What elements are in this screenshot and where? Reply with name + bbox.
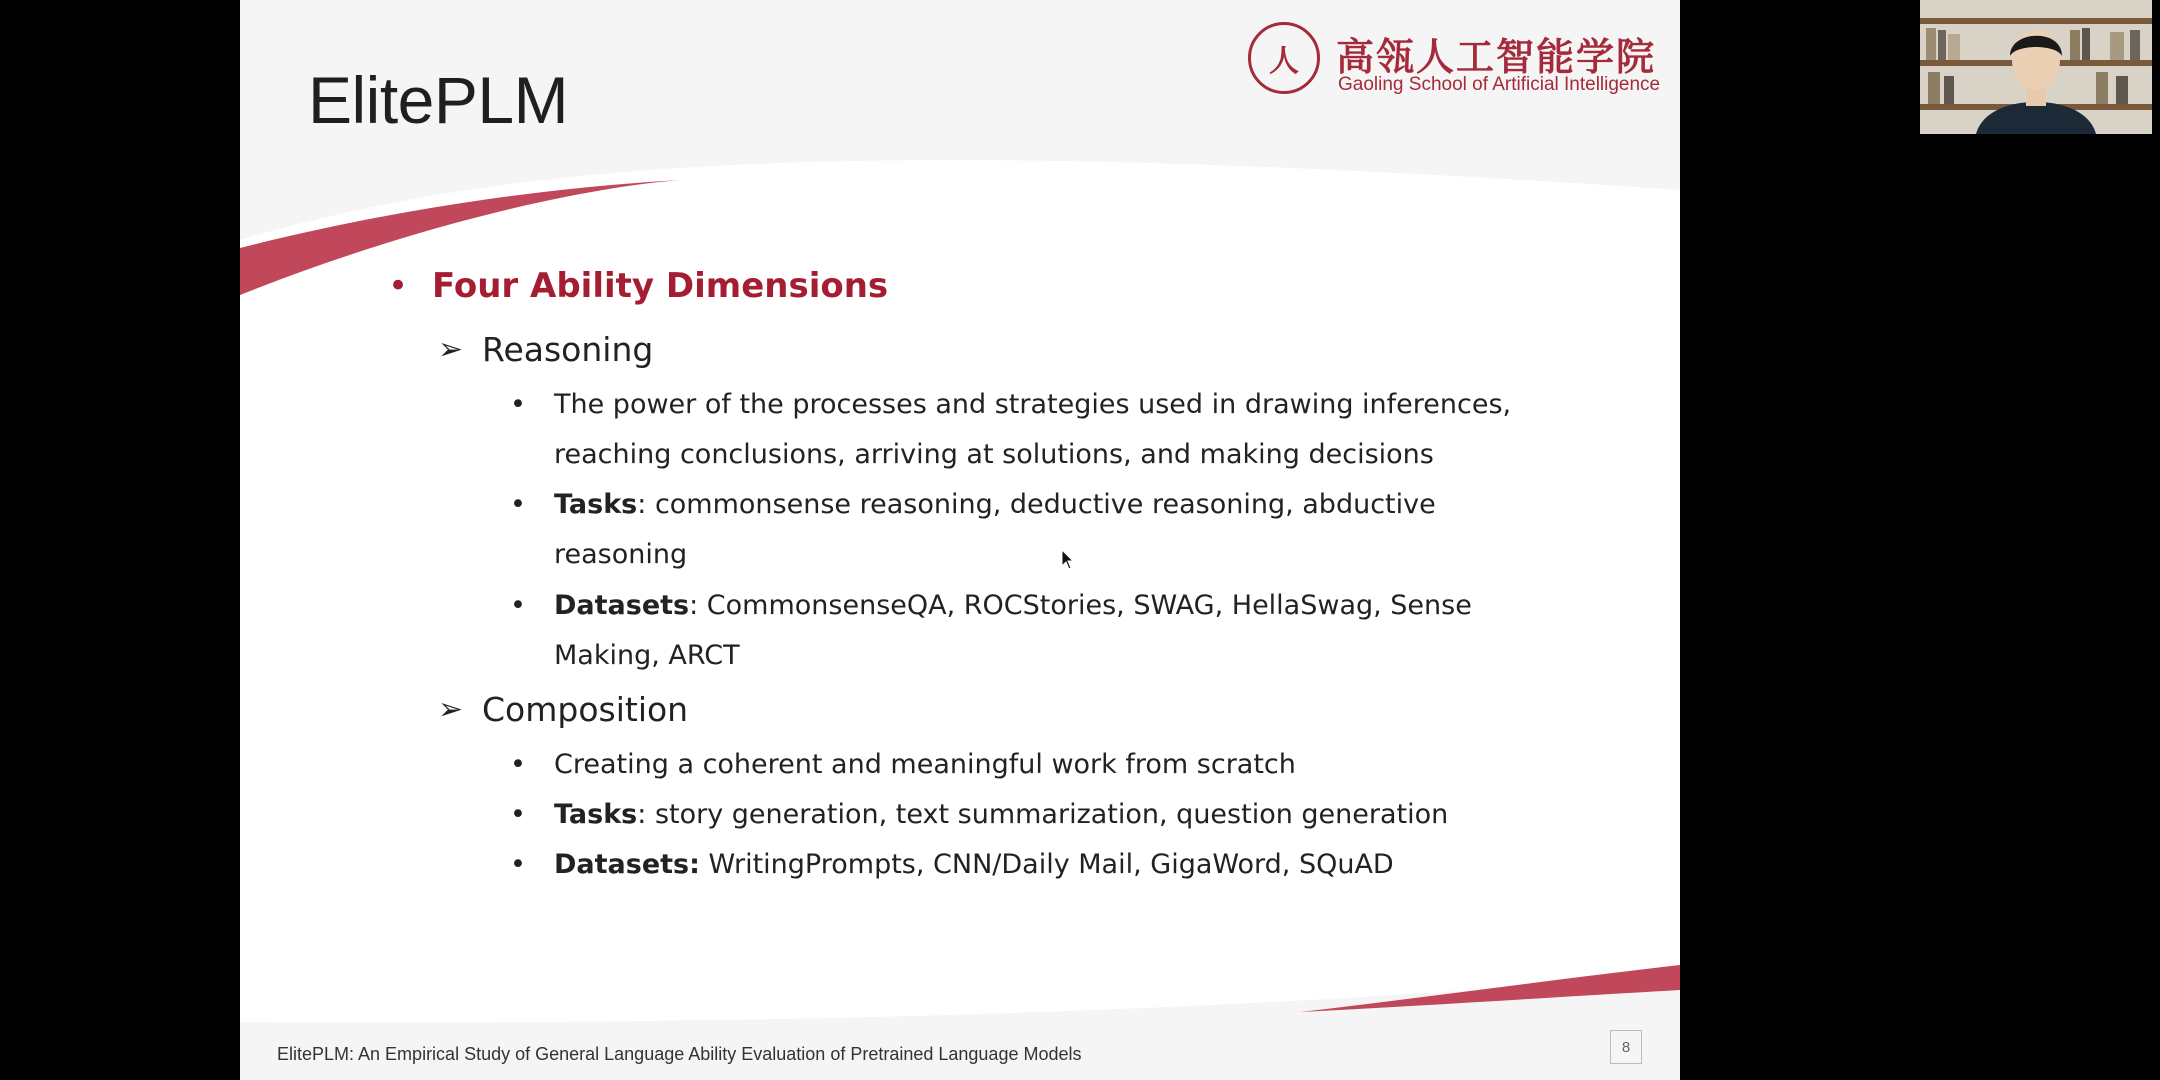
logo-english-name: Gaoling School of Artificial Intelligence xyxy=(1338,74,1661,95)
bullet-icon: • xyxy=(510,749,526,780)
list-item: • The power of the processes and strategies used in drawing inferences, reaching conclusions, arriving at solutions, and making decisions xyxy=(554,380,1514,480)
slide-footer: ElitePLM: An Empirical Study of General Language Ability Evaluation of Pretrained Language Models xyxy=(277,1044,1082,1064)
logo-chinese-name: 高瓴人工智能学院 xyxy=(1336,34,1657,79)
arrow-bullet-icon: ➢ xyxy=(438,332,464,367)
arrow-bullet-icon: ➢ xyxy=(438,692,464,727)
bullet-icon: • xyxy=(510,389,526,420)
bullet-icon: • xyxy=(510,799,526,830)
webcam-video-feed xyxy=(1920,0,2152,134)
list-item: • Tasks: story generation, text summarization, question generation xyxy=(554,790,1514,840)
university-seal-icon: 人 xyxy=(1248,22,1320,94)
section-heading: • Four Ability Dimensions xyxy=(388,266,889,306)
subsection-reasoning: ➢ Reasoning xyxy=(438,330,654,369)
list-item: • Datasets: WritingPrompts, CNN/Daily Mail, GigaWord, SQuAD xyxy=(554,840,1514,890)
list-item: • Creating a coherent and meaningful work from scratch xyxy=(554,740,1514,790)
presentation-slide xyxy=(240,0,1680,1080)
bullet-icon: • xyxy=(510,489,526,520)
bullet-icon: • xyxy=(388,266,409,306)
slide-content xyxy=(240,0,1680,1080)
presenter-video-icon xyxy=(1920,0,2152,134)
bullet-icon: • xyxy=(510,849,526,880)
slide-title: ElitePLM xyxy=(308,63,569,137)
list-item: • Tasks: commonsense reasoning, deductive reasoning, abductive reasoning xyxy=(554,480,1514,580)
mouse-cursor-icon xyxy=(1061,549,1075,571)
page-number: 8 xyxy=(1610,1030,1642,1064)
subsection-composition: ➢ Composition xyxy=(438,690,689,729)
list-item: • Datasets: CommonsenseQA, ROCStories, SWAG, HellaSwag, Sense Making, ARCT xyxy=(554,581,1514,681)
bullet-icon: • xyxy=(510,590,526,621)
